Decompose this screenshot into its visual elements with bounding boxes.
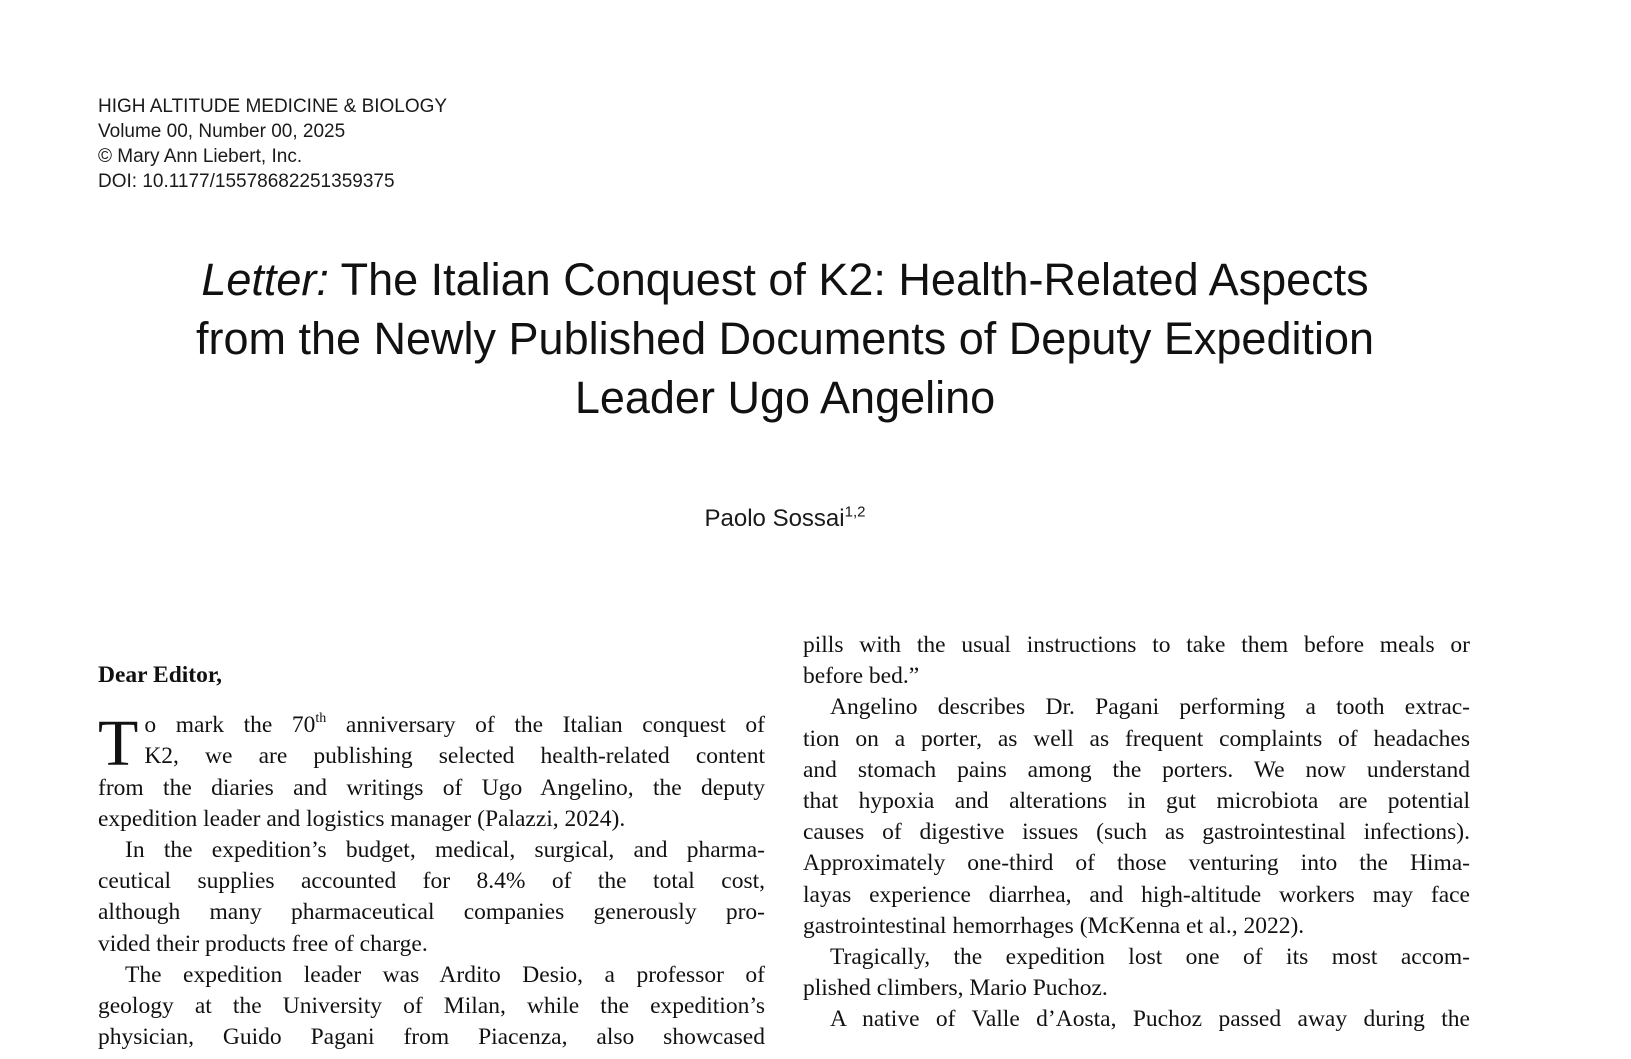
ordinal-suffix: th	[315, 711, 327, 727]
drop-cap: T	[98, 707, 139, 781]
paragraph-1-line-1-end: anniversary of the Italian conquest of	[326, 712, 765, 739]
paragraph-3-line-3: physician, Guido Pagani from Piacenza, also showcased	[98, 1024, 765, 1051]
angelino-line-6: Approximately one-third of those venturing into the Hima-	[803, 850, 1470, 877]
article-title	[0, 250, 1570, 427]
title-line-1-text: The Italian Conquest of K2: Health-Related Aspects	[328, 254, 1369, 305]
author-line	[0, 505, 1570, 533]
continued-line-2: before bed.”	[803, 663, 920, 690]
right-column	[803, 630, 1470, 1036]
paragraph-2-line-4: vided their products free of charge.	[98, 930, 428, 957]
paragraph-2	[98, 835, 765, 960]
journal-volume: Volume 00, Number 00, 2025	[98, 121, 346, 142]
journal-doi: DOI: 10.1177/15578682251359375	[98, 171, 395, 192]
paragraph-2-line-1: In the expedition’s budget, medical, surgical, and pharma-	[125, 837, 765, 864]
paragraph-1-line-1	[98, 710, 765, 741]
paragraph-1	[98, 707, 765, 835]
paragraph-continued	[803, 630, 1470, 692]
left-column	[98, 660, 765, 1053]
tragically-line-1: Tragically, the expedition lost one of its most accom-	[830, 944, 1470, 971]
paragraph-2-line-2: ceutical supplies accounted for 8.4% of the total cost,	[98, 868, 765, 895]
author-affiliation-marks: 1,2	[844, 503, 866, 521]
title-line-1	[0, 250, 1570, 309]
title-line-2: from the Newly Published Documents of Deputy Expedition	[195, 313, 1375, 364]
paragraph-3	[98, 960, 765, 1054]
journal-name: HIGH ALTITUDE MEDICINE & BIOLOGY	[98, 96, 448, 117]
article-type-label: Letter:	[201, 254, 329, 305]
continued-line-1: pills with the usual instructions to take them before meals or	[803, 632, 1470, 658]
paragraph-1-line-2: K2, we are publishing selected health-related content	[144, 743, 765, 770]
angelino-line-2: tion on a porter, as well as frequent complaints of headaches	[803, 725, 1470, 752]
angelino-line-3: and stomach pains among the porters. We now understand	[803, 756, 1470, 783]
paragraph-3-line-1: The expedition leader was Ardito Desio, a professor of	[125, 961, 765, 988]
journal-header	[98, 94, 447, 194]
paragraph-angelino	[803, 692, 1470, 942]
angelino-line-7: layas experience diarrhea, and high-altitude workers may face	[803, 881, 1470, 908]
angelino-line-4: that hypoxia and alterations in gut microbiota are potential	[803, 788, 1470, 815]
title-line-3: Leader Ugo Angelino	[574, 372, 996, 423]
paragraph-1-line-4: expedition leader and logistics manager (Palazzi, 2024).	[98, 805, 626, 832]
paragraph-1-line-1-start: o mark the 70	[144, 712, 316, 739]
journal-copyright: © Mary Ann Liebert, Inc.	[98, 146, 303, 167]
angelino-line-1: Angelino describes Dr. Pagani performing a tooth extrac-	[830, 694, 1470, 721]
tragically-line-2: plished climbers, Mario Puchoz.	[803, 975, 1108, 1002]
paragraph-2-line-3: although many pharmaceutical companies generously pro-	[98, 899, 765, 926]
paragraph-1-line-3: from the diaries and writings of Ugo Angelino, the deputy	[98, 774, 765, 801]
paragraph-3-line-2: geology at the University of Milan, while the expedition’s	[98, 993, 765, 1020]
salutation: Dear Editor,	[98, 662, 223, 688]
paragraph-tragically	[803, 942, 1470, 1004]
angelino-line-8: gastrointestinal hemorrhages (McKenna et al., 2022).	[803, 912, 1305, 939]
author-name: Paolo Sossai	[704, 505, 845, 532]
paragraph-native	[803, 1004, 1470, 1035]
native-line-1: A native of Valle d’Aosta, Puchoz passed away during the	[830, 1006, 1470, 1033]
angelino-line-5: causes of digestive issues (such as gastrointestinal infections).	[803, 819, 1470, 846]
